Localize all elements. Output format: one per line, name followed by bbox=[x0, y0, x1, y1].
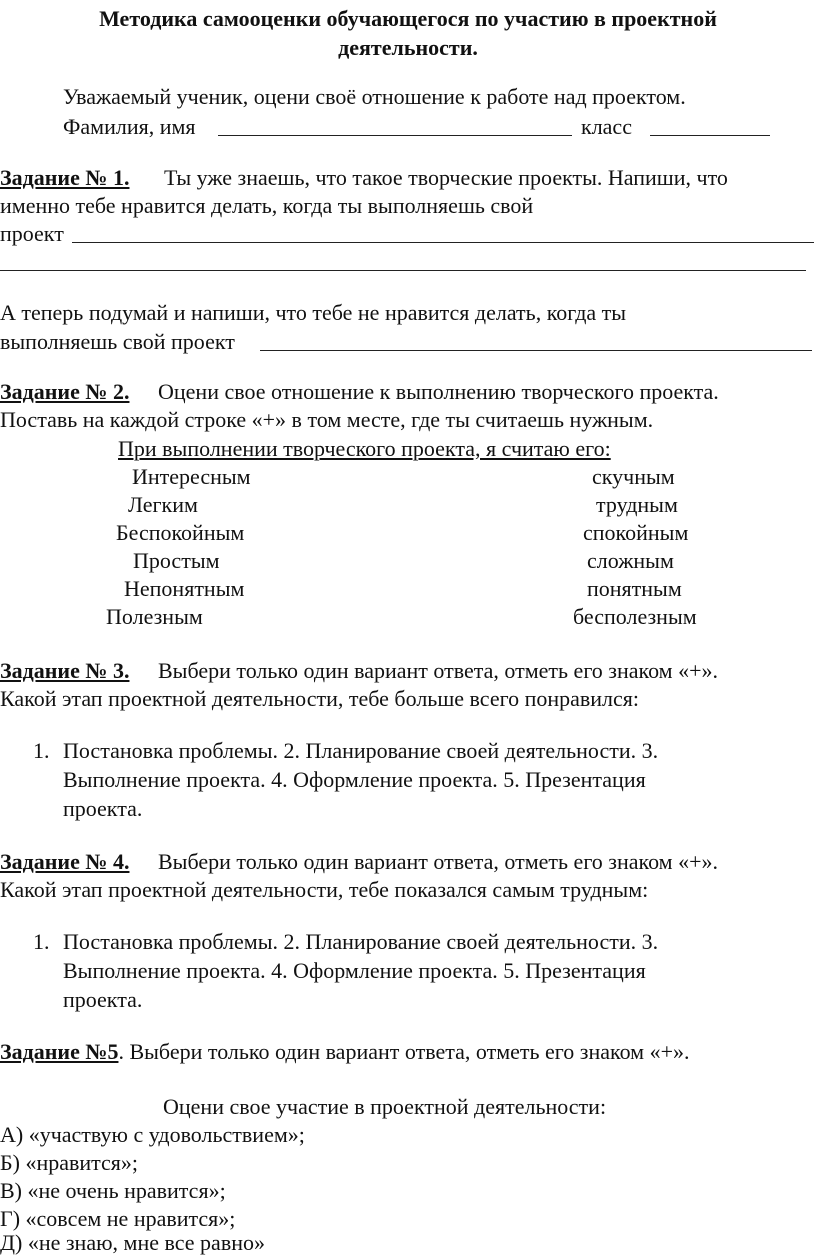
scale-right-label: трудным bbox=[596, 492, 678, 517]
scale-right-label: скучным bbox=[592, 464, 675, 489]
greeting-text: Уважаемый ученик, оцени своё отношение к работе над проектом. bbox=[63, 84, 686, 109]
task1-answer-line-2[interactable] bbox=[0, 270, 806, 271]
task1-text-line-2: именно тебе нравится делать, когда ты выполняешь свой bbox=[0, 193, 534, 218]
title-line-1: Методика самооценки обучающегося по участию в проектной bbox=[99, 6, 717, 31]
task5-option-b[interactable]: Б) «нравится»; bbox=[0, 1150, 139, 1175]
task3-options-line-3: проекта. bbox=[63, 796, 143, 821]
task2-scale-heading: При выполнении творческого проекта, я считаю его: bbox=[118, 436, 611, 461]
class-answer-line[interactable] bbox=[650, 135, 770, 136]
task1-answer-line-1[interactable] bbox=[72, 242, 814, 243]
task2-label: Задание № 2. bbox=[0, 379, 130, 404]
task5-option-e[interactable]: Д) «не знаю, мне все равно» bbox=[0, 1230, 265, 1255]
task3-options-line-2: Выполнение проекта. 4. Оформление проекта. 5. Презентация bbox=[63, 767, 646, 792]
task4-options-line-1: Постановка проблемы. 2. Планирование своей деятельности. 3. bbox=[63, 929, 659, 954]
task1-follow-line-1: А теперь подумай и напиши, что тебе не нравится делать, когда ты bbox=[0, 300, 627, 325]
task3-label: Задание № 3. bbox=[0, 658, 130, 683]
scale-right-label: бесполезным bbox=[573, 604, 697, 629]
name-answer-line[interactable] bbox=[218, 135, 572, 136]
task1-label: Задание № 1. bbox=[0, 165, 130, 190]
class-label: класс bbox=[581, 114, 632, 139]
task4-label: Задание № 4. bbox=[0, 849, 130, 874]
task5-option-d[interactable]: Г) «совсем не нравится»; bbox=[0, 1206, 236, 1231]
scale-left-label: Интересным bbox=[132, 464, 251, 489]
task1-text-line-1: Ты уже знаешь, что такое творческие проекты. Напиши, что bbox=[164, 165, 728, 190]
name-label: Фамилия, имя bbox=[63, 114, 196, 139]
task5-option-c[interactable]: В) «не очень нравится»; bbox=[0, 1178, 226, 1203]
task2-text-line-1: Оцени свое отношение к выполнению творческого проекта. bbox=[158, 379, 719, 404]
task3-text-line-1: Выбери только один вариант ответа, отметь его знаком «+». bbox=[158, 658, 719, 683]
task3-list-number: 1. bbox=[33, 738, 50, 763]
task1-follow-line-2: выполняешь свой проект bbox=[0, 329, 235, 354]
scale-left-label: Простым bbox=[133, 548, 220, 573]
scale-left-label: Беспокойным bbox=[116, 520, 245, 545]
task4-options-line-2: Выполнение проекта. 4. Оформление проекта. 5. Презентация bbox=[63, 958, 646, 983]
task5-label: Задание №5 bbox=[0, 1039, 119, 1064]
scale-left-label: Непонятным bbox=[124, 576, 245, 601]
scale-right-label: спокойным bbox=[583, 520, 689, 545]
task1-text-line-3: проект bbox=[0, 221, 64, 246]
scale-right-label: понятным bbox=[587, 576, 682, 601]
task5-option-a[interactable]: А) «участвую с удовольствием»; bbox=[0, 1122, 305, 1147]
task4-text-line-2: Какой этап проектной деятельности, тебе показался самым трудным: bbox=[0, 877, 649, 902]
task2-text-line-2: Поставь на каждой строке «+» в том месте, где ты считаешь нужным. bbox=[0, 407, 654, 432]
task5-line bbox=[0, 1038, 689, 1066]
scale-left-label: Полезным bbox=[106, 604, 203, 629]
scale-left-label: Легким bbox=[128, 492, 198, 517]
task4-text-line-1: Выбери только один вариант ответа, отметь его знаком «+». bbox=[158, 849, 719, 874]
task1-dislike-answer-line[interactable] bbox=[260, 350, 812, 351]
task3-text-line-2: Какой этап проектной деятельности, тебе больше всего понравился: bbox=[0, 686, 640, 711]
title-line-2: деятельности. bbox=[338, 35, 478, 60]
task4-options-line-3: проекта. bbox=[63, 987, 143, 1012]
task4-list-number: 1. bbox=[33, 929, 50, 954]
task5-heading: Оцени свое участие в проектной деятельности: bbox=[163, 1094, 607, 1119]
scale-right-label: сложным bbox=[587, 548, 674, 573]
task5-text: . Выбери только один вариант ответа, отметь его знаком «+». bbox=[118, 1039, 690, 1064]
task3-options-line-1: Постановка проблемы. 2. Планирование своей деятельности. 3. bbox=[63, 738, 659, 763]
